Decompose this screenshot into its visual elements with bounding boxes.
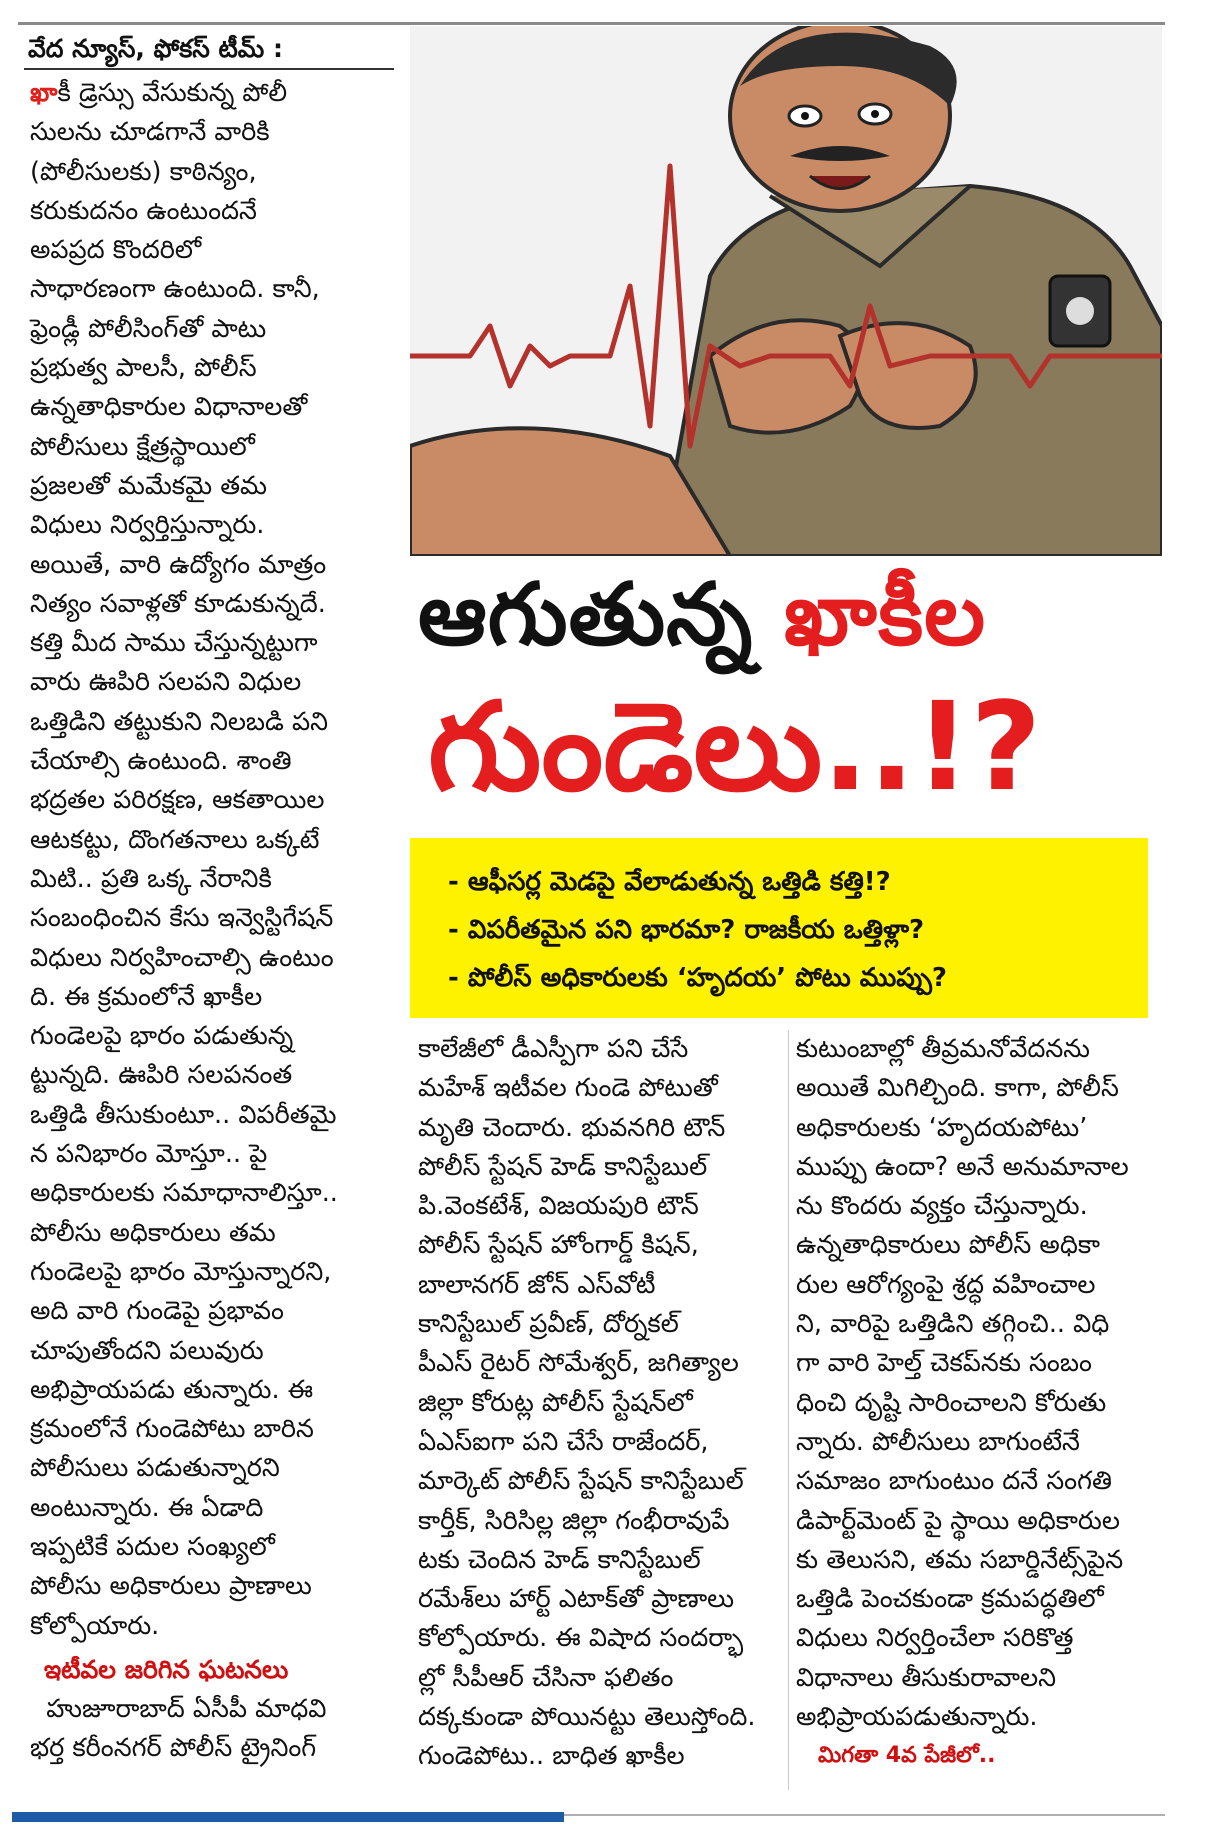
left-line: నిత్యం సవాళ్లతో కూడుకున్నదే. xyxy=(30,588,326,619)
left-line: పోలీసులు క్షేత్రస్థాయిలో xyxy=(30,431,255,462)
highlights-box xyxy=(410,838,1148,1018)
mid-line: జిల్లా కోరుట్ల పోలీస్ స్టేషన్‌లో xyxy=(418,1387,693,1418)
police-officer-chest-pain-illustration xyxy=(410,26,1162,556)
left-line: కోల్పోయారు. xyxy=(30,1610,160,1641)
left-line: కీ డ్రెస్సు వేసుకున్న పోలీ xyxy=(57,78,288,108)
right-line: అభిప్రాయపడుతున్నారు. xyxy=(796,1702,1038,1733)
left-line: చేయాల్సి ఉంటుంది. శాంతి xyxy=(30,746,292,777)
left-column xyxy=(24,30,406,1768)
mid-line: కాలేజీలో డీఎస్పీగా పని చేసే xyxy=(418,1034,689,1064)
mid-line: మహేశ్ ఇటీవల గుండె పోటుతో xyxy=(418,1073,718,1104)
left-line: ఇప్పటికే పదుల సంఖ్యలో xyxy=(30,1531,275,1562)
column-divider xyxy=(788,1030,789,1790)
right-line: అధికారులకు ‘హృదయపోటు’ xyxy=(796,1112,1088,1143)
right-line: ధించి దృష్టి సారించాలని కోరుతు xyxy=(796,1387,1107,1418)
left-line: అయితే, వారి ఉద్యోగం మాత్రం xyxy=(30,549,327,580)
byline: వేద న్యూస్, ఫోకస్ టీమ్ : xyxy=(28,34,283,63)
highlight-item: - ఆఫీసర్ల మెడపై వేలాడుతున్న ఒత్తిడి కత్తి!? xyxy=(448,867,891,897)
mid-line: దక్కకుండా పోయినట్టు తెలుస్తోంది. xyxy=(418,1702,756,1733)
mid-line: పోలీస్ స్టేషన్ హెడ్ కానిస్టేబుల్ xyxy=(418,1151,708,1182)
left-line: గుండెలపై భారం మోస్తున్నారని, xyxy=(30,1256,332,1287)
middle-column-text xyxy=(418,1030,778,1777)
illustration-svg xyxy=(410,26,1162,556)
left-line: ఉన్నతాధికారుల విధానాలతో xyxy=(30,392,308,423)
highlights-list xyxy=(410,838,1148,1002)
left-line: అది వారి గుండెపై ప్రభావం xyxy=(30,1296,284,1327)
left-line: ఒత్తిడి తీసుకుంటూ.. విపరీతమై xyxy=(30,1099,337,1130)
left-line: విధులు నిర్వర్తిస్తున్నారు. xyxy=(30,510,265,541)
left-line: భద్రతల పరిరక్షణ, ఆకతాయిల xyxy=(30,785,325,816)
mid-line: బాలానగర్ జోన్ ఎస్‌వోటీ xyxy=(418,1269,656,1300)
mid-line: మార్కెట్ పోలీస్ స్టేషన్ కానిస్టేబుల్ xyxy=(418,1466,744,1497)
middle-column xyxy=(418,1030,778,1777)
right-line: డిపార్ట్‌మెంట్ పై స్థాయి అధికారుల xyxy=(796,1505,1120,1536)
mid-line: రమేశ్‌లు హార్ట్ ఎటాక్‌తో ప్రాణాలు xyxy=(418,1584,735,1615)
mid-line: కానిస్టేబుల్ ప్రవీణ్, దోర్నకల్ xyxy=(418,1309,679,1340)
left-line: ప్రభుత్వ పాలసీ, పోలీస్ xyxy=(30,353,257,384)
left-line: ప్రజలతో మమేకమై తమ xyxy=(30,470,268,501)
headline-line-2: గుండెలు..!? xyxy=(428,676,1042,818)
left-line: గుండెలపై భారం పడుతున్న xyxy=(30,1021,294,1052)
left-line: అపప్రద కొందరిలో xyxy=(30,235,202,266)
left-line: సాధారణంగా ఉంటుంది. కానీ, xyxy=(30,274,320,305)
bottom-color-bar xyxy=(12,1812,564,1822)
left-line: సులను చూడగానే వారికి xyxy=(30,117,270,148)
left-line: ఫ్రెండ్లీ పోలీసింగ్‌తో పాటు xyxy=(30,313,267,344)
mid-line: మృతి చెందారు. భువనగిరి టౌన్ xyxy=(418,1112,726,1143)
left-line: భర్త కరీంనగర్ పోలీస్ ట్రైనింగ్ xyxy=(30,1733,317,1764)
headline-line-1 xyxy=(418,560,1170,670)
left-line: హుజూరాబాద్ ఏసీపీ మాధవి xyxy=(46,1693,327,1724)
right-line: ను కొందరు వ్యక్తం చేస్తున్నారు. xyxy=(796,1191,1088,1222)
left-line: పోలీసు అధికారులు తమ xyxy=(30,1217,276,1248)
top-rule xyxy=(18,22,1165,25)
right-line: ముప్పు ఉందా? అనే అనుమానాల xyxy=(796,1151,1129,1182)
left-line: అంటున్నారు. ఈ ఏడాది xyxy=(30,1492,264,1523)
left-line: చూపుతోందని పలువురు xyxy=(30,1335,264,1366)
right-line: ఒత్తిడి పెంచకుండా క్రమపద్ధతిలో xyxy=(796,1584,1104,1615)
left-line: న పనిభారం మోస్తూ.. పై xyxy=(30,1139,268,1170)
left-line: అభిప్రాయపడు తున్నారు. ఈ xyxy=(30,1374,314,1405)
left-column-after-text xyxy=(24,1690,406,1769)
left-line: ది. ఈ క్రమంలోనే ఖాకీల xyxy=(30,981,263,1012)
left-line: మిటి.. ప్రతి ఒక్క నేరానికి xyxy=(30,863,272,894)
dropcap: ఖా xyxy=(30,78,58,108)
mid-line: పోలీస్ స్టేషన్ హోంగార్డ్ కిషన్, xyxy=(418,1230,699,1261)
right-line: గా వారి హెల్త్ చెకప్‌నకు సంబం xyxy=(796,1348,1092,1379)
mid-line: కార్తీక్, సిరిసిల్ల జిల్లా గంభీరావుపే xyxy=(418,1505,730,1536)
byline-rule xyxy=(24,68,394,70)
left-line: క్రమంలోనే గుండెపోటు బారిన xyxy=(30,1414,314,1445)
left-line: కత్తి మీద సాము చేస్తున్నట్టుగా xyxy=(30,628,318,659)
left-line: విధులు నిర్వహించాల్సి ఉంటుం xyxy=(30,942,334,973)
highlight-item: - పోలీస్ అధికారులకు ‘హృదయ’ పోటు ముప్పు? xyxy=(448,963,948,993)
bottom-rule xyxy=(564,1814,1165,1816)
right-line: ఉన్నతాధికారులు పోలీస్ అధికా xyxy=(796,1230,1100,1261)
mid-line: గుండెపోటు.. బాధిత ఖాకీల xyxy=(418,1741,685,1772)
right-line: కు తెలుసని, తమ సబార్డినేట్స్‌పైన xyxy=(796,1544,1124,1575)
continued-on-page-4: మిగతా 4వ పేజీలో.. xyxy=(818,1743,996,1769)
mid-line: కోల్పోయారు. ఈ విషాద సందర్భా xyxy=(418,1623,744,1654)
left-line: అధికారులకు సమాధానాలిస్తూ.. xyxy=(30,1178,338,1209)
left-line: పోలీసు అధికారులు ప్రాణాలు xyxy=(30,1571,312,1602)
left-line: (పోలీసులకు) కాఠిన్యం, xyxy=(30,156,257,187)
right-column xyxy=(796,1030,1166,1773)
right-line: అయితే మిగిల్చింది. కాగా, పోలీస్ xyxy=(796,1073,1119,1104)
right-column-text xyxy=(796,1030,1166,1737)
right-line: సమాజం బాగుంటుం దనే సంగతి xyxy=(796,1466,1112,1497)
left-line: ఆటకట్టు, దొంగతనాలు ఒక్కటే xyxy=(30,824,320,855)
right-line: ని, వారిపై ఒత్తిడిని తగ్గించి.. విధి xyxy=(796,1309,1110,1340)
mid-line: టకు చెందిన హెడ్ కానిస్టేబుల్ xyxy=(418,1544,701,1575)
mid-line: ఏఎస్ఐగా పని చేసే రాజేందర్, xyxy=(418,1426,709,1457)
mid-line: ల్లో సీపీఆర్ చేసినా ఫలితం xyxy=(418,1662,674,1693)
left-line: కరుకుదనం ఉంటుందనే xyxy=(30,195,257,226)
right-line: విధానాలు తీసుకురావాలని xyxy=(796,1662,1056,1693)
right-line: న్నారు. పోలీసులు బాగుంటేనే xyxy=(796,1426,1080,1457)
left-column-text xyxy=(24,74,406,1646)
left-line: ట్టున్నది. ఊపిరి సలపనంత xyxy=(30,1060,293,1091)
subheading-recent-incidents: ఇటీవల జరిగిన ఘటనలు xyxy=(44,1654,289,1684)
left-line: ఒత్తిడిని తట్టుకుని నిలబడి పని xyxy=(30,706,329,737)
left-line: వారు ఊపిరి సలపని విధుల xyxy=(30,667,302,698)
right-line: విధులు నిర్వర్తించేలా సరికొత్త xyxy=(796,1623,1074,1654)
right-line: కుటుంబాల్లో తీవ్రమనోవేదనను xyxy=(796,1034,1090,1064)
mid-line: పీఎస్ రైటర్ సోమేశ్వర్, జగిత్యాల xyxy=(418,1348,739,1379)
left-line: సంబంధించిన కేసు ఇన్వెస్టిగేషన్ xyxy=(30,903,334,934)
left-line: పోలీసులు పడుతున్నారని xyxy=(30,1453,280,1484)
mid-line: పి.వెంకటేశ్, విజయపురి టౌన్ xyxy=(418,1191,699,1222)
headline-red-text: ఖాకీల xyxy=(784,565,987,665)
highlight-item: - విపరీతమైన పని భారమా? రాజకీయ ఒత్తిళ్లా? xyxy=(448,915,925,945)
headline-black-text: ఆగుతున్న xyxy=(418,565,754,665)
right-line: రుల ఆరోగ్యంపై శ్రద్ధ వహించాల xyxy=(796,1269,1096,1300)
